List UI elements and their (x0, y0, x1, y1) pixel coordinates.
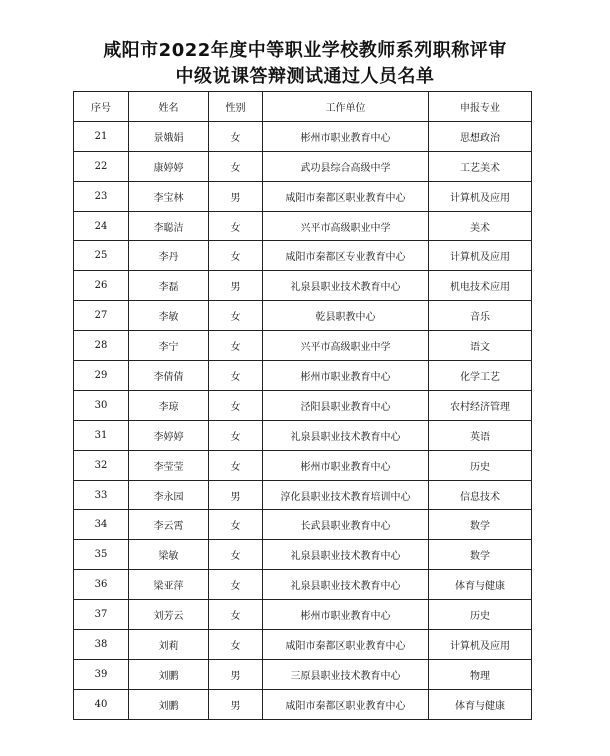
cell-workplace: 礼泉县职业技术教育中心 (263, 271, 429, 301)
cell-name: 刘鹏 (129, 659, 209, 689)
table-body (74, 121, 532, 719)
table-row (74, 510, 532, 540)
cell-workplace: 彬州市职业教育中心 (263, 361, 429, 391)
cell-gender: 女 (209, 301, 263, 331)
cell-gender: 女 (209, 600, 263, 630)
cell-major: 机电技术应用 (429, 271, 532, 301)
table-row (74, 390, 532, 420)
cell-major: 体育与健康 (429, 689, 532, 719)
table-row (74, 570, 532, 600)
cell-name: 刘鹏 (129, 689, 209, 719)
document-title-line1: 咸阳市2022年度中等职业学校教师系列职称评审 (103, 40, 507, 61)
table-row (74, 630, 532, 660)
cell-name: 李云霄 (129, 510, 209, 540)
cell-gender: 女 (209, 331, 263, 361)
cell-workplace: 咸阳市秦都区职业教育中心 (263, 689, 429, 719)
cell-gender: 男 (209, 480, 263, 510)
cell-workplace: 三原县职业技术教育中心 (263, 659, 429, 689)
cell-name: 刘芳云 (129, 600, 209, 630)
cell-workplace: 礼泉县职业技术教育中心 (263, 570, 429, 600)
cell-serial-number: 29 (74, 361, 129, 391)
cell-gender: 男 (209, 659, 263, 689)
cell-workplace: 咸阳市秦都区职业教育中心 (263, 630, 429, 660)
cell-major: 体育与健康 (429, 570, 532, 600)
cell-major: 信息技术 (429, 480, 532, 510)
table-row (74, 121, 532, 151)
cell-gender: 女 (209, 420, 263, 450)
cell-name: 景娥娟 (129, 121, 209, 151)
cell-gender: 女 (209, 211, 263, 241)
cell-gender: 女 (209, 570, 263, 600)
cell-serial-number: 34 (74, 510, 129, 540)
cell-major: 物理 (429, 659, 532, 689)
cell-serial-number: 30 (74, 390, 129, 420)
cell-workplace: 彬州市职业教育中心 (263, 450, 429, 480)
cell-name: 李宁 (129, 331, 209, 361)
cell-gender: 女 (209, 630, 263, 660)
cell-workplace: 兴平市高级职业中学 (263, 331, 429, 361)
cell-serial-number: 39 (74, 659, 129, 689)
cell-major: 计算机及应用 (429, 241, 532, 271)
table-row (74, 450, 532, 480)
cell-serial-number: 32 (74, 450, 129, 480)
cell-name: 李聪洁 (129, 211, 209, 241)
table-row (74, 271, 532, 301)
cell-serial-number: 37 (74, 600, 129, 630)
cell-major: 化学工艺 (429, 361, 532, 391)
cell-serial-number: 38 (74, 630, 129, 660)
cell-gender: 女 (209, 151, 263, 181)
table-row (74, 480, 532, 510)
cell-serial-number: 27 (74, 301, 129, 331)
cell-name: 康婷婷 (129, 151, 209, 181)
cell-workplace: 彬州市职业教育中心 (263, 600, 429, 630)
cell-gender: 女 (209, 361, 263, 391)
document-title-line2: 中级说课答辩测试通过人员名单 (175, 66, 435, 87)
cell-serial-number: 23 (74, 181, 129, 211)
header-major: 申报专业 (429, 92, 532, 122)
cell-major: 美术 (429, 211, 532, 241)
cell-major: 数学 (429, 540, 532, 570)
cell-workplace: 武功县综合高级中学 (263, 151, 429, 181)
cell-workplace: 乾县职教中心 (263, 301, 429, 331)
cell-gender: 男 (209, 271, 263, 301)
cell-major: 历史 (429, 600, 532, 630)
cell-serial-number: 26 (74, 271, 129, 301)
cell-workplace: 兴平市高级职业中学 (263, 211, 429, 241)
cell-workplace: 咸阳市秦都区专业教育中心 (263, 241, 429, 271)
table-row (74, 301, 532, 331)
cell-name: 李永园 (129, 480, 209, 510)
cell-name: 梁敏 (129, 540, 209, 570)
table-row (74, 241, 532, 271)
cell-serial-number: 31 (74, 420, 129, 450)
cell-name: 李敏 (129, 301, 209, 331)
cell-workplace: 礼泉县职业技术教育中心 (263, 540, 429, 570)
table-row (74, 361, 532, 391)
table-header-row (74, 92, 532, 122)
cell-serial-number: 35 (74, 540, 129, 570)
cell-serial-number: 40 (74, 689, 129, 719)
cell-major: 数学 (429, 510, 532, 540)
cell-major: 计算机及应用 (429, 181, 532, 211)
cell-gender: 男 (209, 689, 263, 719)
cell-major: 思想政治 (429, 121, 532, 151)
cell-major: 农村经济管理 (429, 390, 532, 420)
cell-serial-number: 28 (74, 331, 129, 361)
cell-serial-number: 33 (74, 480, 129, 510)
cell-major: 语文 (429, 331, 532, 361)
roster-table (73, 91, 532, 720)
cell-major: 音乐 (429, 301, 532, 331)
cell-major: 工艺美术 (429, 151, 532, 181)
cell-name: 李宝林 (129, 181, 209, 211)
cell-workplace: 淳化县职业技术教育培训中心 (263, 480, 429, 510)
table-row (74, 181, 532, 211)
cell-serial-number: 22 (74, 151, 129, 181)
cell-name: 刘莉 (129, 630, 209, 660)
cell-name: 梁亚萍 (129, 570, 209, 600)
table-row (74, 600, 532, 630)
cell-gender: 女 (209, 510, 263, 540)
table-row (74, 689, 532, 719)
cell-major: 英语 (429, 420, 532, 450)
cell-workplace: 礼泉县职业技术教育中心 (263, 420, 429, 450)
table-row (74, 211, 532, 241)
table-row (74, 151, 532, 181)
cell-serial-number: 36 (74, 570, 129, 600)
header-workplace: 工作单位 (263, 92, 429, 122)
cell-serial-number: 25 (74, 241, 129, 271)
cell-gender: 女 (209, 390, 263, 420)
cell-gender: 女 (209, 121, 263, 151)
cell-gender: 女 (209, 540, 263, 570)
header-name: 姓名 (129, 92, 209, 122)
cell-name: 李琼 (129, 390, 209, 420)
cell-serial-number: 21 (74, 121, 129, 151)
cell-gender: 女 (209, 450, 263, 480)
cell-workplace: 长武县职业教育中心 (263, 510, 429, 540)
cell-gender: 男 (209, 181, 263, 211)
table-row (74, 331, 532, 361)
cell-name: 李磊 (129, 271, 209, 301)
cell-workplace: 泾阳县职业教育中心 (263, 390, 429, 420)
cell-name: 李丹 (129, 241, 209, 271)
cell-major: 计算机及应用 (429, 630, 532, 660)
cell-name: 李倩倩 (129, 361, 209, 391)
table-row (74, 420, 532, 450)
cell-workplace: 咸阳市秦都区职业教育中心 (263, 181, 429, 211)
cell-name: 李莹莹 (129, 450, 209, 480)
table-row (74, 540, 532, 570)
cell-major: 历史 (429, 450, 532, 480)
cell-gender: 女 (209, 241, 263, 271)
header-gender: 性别 (209, 92, 263, 122)
cell-workplace: 彬州市职业教育中心 (263, 121, 429, 151)
cell-name: 李婷婷 (129, 420, 209, 450)
header-serial-number: 序号 (74, 92, 129, 122)
cell-serial-number: 24 (74, 211, 129, 241)
table-row (74, 659, 532, 689)
